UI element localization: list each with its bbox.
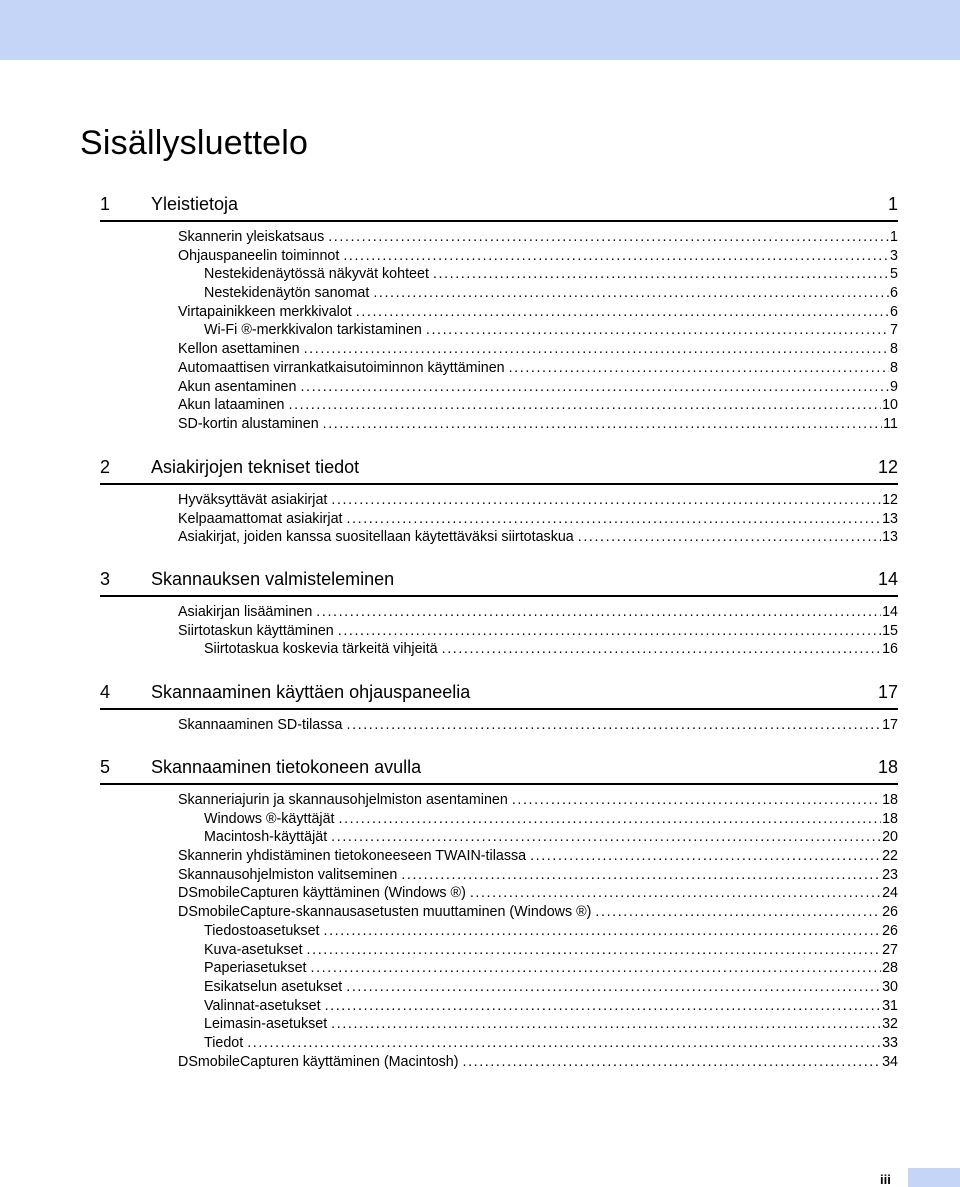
- chapter-title: Yleistietoja: [151, 194, 239, 214]
- dot-leader: [300, 378, 889, 397]
- chapter-rule: [100, 708, 898, 710]
- entry-title: Akun lataaminen: [178, 397, 285, 414]
- entry-list: [0, 791, 960, 1071]
- toc-entry[interactable]: [178, 247, 898, 266]
- entry-title: Hyväksyttävät asiakirjat: [178, 492, 328, 508]
- entry-title: Akun asentaminen: [178, 378, 297, 395]
- entry-page: 11: [883, 415, 898, 432]
- entry-title: Windows ®-käyttäjät: [204, 810, 335, 827]
- toc-entry[interactable]: [204, 1015, 898, 1034]
- entry-list: [0, 603, 960, 659]
- entry-page: 6: [890, 285, 898, 302]
- toc-entry[interactable]: [178, 884, 898, 903]
- entry-page: 26: [882, 922, 898, 939]
- chapter-title: Asiakirjojen tekniset tiedot: [151, 457, 360, 477]
- entry-page: 31: [882, 997, 898, 1014]
- chapter-heading[interactable]: [0, 678, 960, 712]
- toc-entry[interactable]: [204, 922, 898, 941]
- toc-entry[interactable]: [178, 603, 898, 622]
- toc-entry[interactable]: [178, 866, 898, 885]
- entry-title: DSmobileCapture-skannausasetusten muuttaminen (Windows ®): [178, 904, 592, 921]
- entry-page: 18: [882, 792, 898, 808]
- entry-title: Leimasin-asetukset: [204, 1016, 328, 1033]
- entry-page: 12: [882, 492, 898, 508]
- header-band: [0, 0, 960, 60]
- entry-title: Nestekidenäytön sanomat: [204, 285, 370, 302]
- chapter-title: Skannauksen valmisteleminen: [151, 569, 395, 589]
- entry-title: DSmobileCapturen käyttäminen (Macintosh): [178, 1053, 459, 1070]
- page-number-band: [908, 1168, 960, 1187]
- dot-leader: [343, 247, 889, 266]
- toc-entry[interactable]: [178, 340, 898, 359]
- chapter-number: 5: [100, 757, 111, 777]
- chapter-page: 1: [887, 194, 898, 214]
- dot-leader: [509, 359, 889, 378]
- dot-leader: [247, 1034, 881, 1053]
- entry-title: SD-kortin alustaminen: [178, 415, 319, 432]
- entry-page: 23: [882, 866, 898, 883]
- dot-leader: [373, 284, 889, 303]
- dot-leader: [470, 884, 881, 903]
- toc-entry[interactable]: [204, 640, 898, 659]
- chapter-rule: [100, 595, 898, 597]
- toc-entry[interactable]: [178, 228, 898, 247]
- entry-title: Automaattisen virrankatkaisutoiminnon käyttäminen: [178, 359, 505, 376]
- chapter-5: [0, 753, 960, 1071]
- toc-entry[interactable]: [204, 828, 898, 847]
- chapter-number: 2: [100, 457, 111, 477]
- entry-title: Tiedot: [204, 1034, 244, 1051]
- entry-title: Virtapainikkeen merkkivalot: [178, 303, 352, 320]
- dot-leader: [304, 340, 889, 359]
- chapter-heading[interactable]: [0, 753, 960, 787]
- dot-leader: [331, 1015, 881, 1034]
- entry-page: 14: [882, 604, 898, 620]
- dot-leader: [347, 716, 882, 735]
- dot-leader: [356, 303, 889, 322]
- chapter-page: 14: [877, 569, 898, 589]
- toc-entry[interactable]: [204, 1034, 898, 1053]
- chapter-heading[interactable]: [0, 565, 960, 599]
- entry-page: 30: [882, 978, 898, 995]
- entry-title: Skanneriajurin ja skannausohjelmiston asentaminen: [178, 792, 508, 808]
- toc-entry[interactable]: [178, 622, 898, 641]
- entry-title: Asiakirjat, joiden kanssa suositellaan käytettäväksi siirtotaskua: [178, 529, 574, 546]
- dot-leader: [307, 941, 882, 960]
- entry-page: 27: [882, 941, 898, 958]
- entry-page: 3: [890, 247, 898, 264]
- toc-entry[interactable]: [178, 359, 898, 378]
- toc-entry[interactable]: [204, 978, 898, 997]
- toc-entry[interactable]: [204, 997, 898, 1016]
- chapter-rule: [100, 783, 898, 785]
- entry-page: 34: [882, 1053, 898, 1070]
- dot-leader: [578, 528, 881, 547]
- dot-leader: [401, 866, 881, 885]
- toc-entry[interactable]: [178, 847, 898, 866]
- chapter-page: 17: [877, 682, 898, 702]
- entry-title: Kuva-asetukset: [204, 941, 303, 958]
- entry-list: [0, 228, 960, 434]
- entry-page: 1: [890, 229, 898, 245]
- entry-page: 16: [882, 641, 898, 658]
- chapter-number: 3: [100, 569, 111, 589]
- toc-entry[interactable]: [178, 528, 898, 547]
- entry-title: Kellon asettaminen: [178, 341, 300, 358]
- page-number: iii: [880, 1172, 891, 1187]
- toc-entry[interactable]: [204, 810, 898, 829]
- toc-entry[interactable]: [204, 959, 898, 978]
- dot-leader: [289, 396, 882, 415]
- entry-title: Wi-Fi ®-merkkivalon tarkistaminen: [204, 322, 422, 339]
- dot-leader: [323, 415, 883, 434]
- entry-page: 28: [882, 960, 898, 977]
- toc-entry[interactable]: [178, 491, 898, 510]
- entry-page: 6: [890, 303, 898, 320]
- dot-leader: [595, 903, 881, 922]
- page-title: Sisällysluettelo: [80, 124, 309, 162]
- entry-page: 8: [890, 359, 898, 376]
- dot-leader: [316, 603, 881, 622]
- toc-entry[interactable]: [178, 303, 898, 322]
- dot-leader: [426, 321, 889, 340]
- toc-entry[interactable]: [204, 321, 898, 340]
- chapter-2: [0, 453, 960, 547]
- entry-page: 5: [890, 266, 898, 283]
- entry-page: 13: [882, 529, 898, 546]
- dot-leader: [311, 959, 882, 978]
- entry-title: Nestekidenäytössä näkyvät kohteet: [204, 266, 429, 283]
- entry-title: Ohjauspaneelin toiminnot: [178, 247, 340, 264]
- entry-page: 9: [890, 378, 898, 395]
- chapter-1: [0, 190, 960, 434]
- entry-page: 8: [890, 341, 898, 358]
- entry-page: 24: [882, 885, 898, 902]
- toc-entry[interactable]: [178, 791, 898, 810]
- dot-leader: [338, 622, 881, 641]
- dot-leader: [324, 922, 882, 941]
- toc-entry[interactable]: [178, 716, 898, 735]
- toc-entry[interactable]: [204, 265, 898, 284]
- entry-page: 33: [882, 1034, 898, 1051]
- dot-leader: [442, 640, 881, 659]
- entry-page: 10: [882, 397, 898, 414]
- chapter-title: Skannaaminen tietokoneen avulla: [151, 757, 422, 777]
- chapter-heading[interactable]: [0, 190, 960, 224]
- dot-leader: [530, 847, 881, 866]
- entry-page: 13: [882, 510, 898, 527]
- entry-page: 26: [882, 904, 898, 921]
- entry-list: [0, 491, 960, 547]
- chapter-title: Skannaaminen käyttäen ohjauspaneelia: [151, 682, 471, 702]
- entry-title: Skannausohjelmiston valitseminen: [178, 866, 398, 883]
- chapter-heading[interactable]: [0, 453, 960, 487]
- chapter-rule: [100, 483, 898, 485]
- dot-leader: [331, 491, 881, 510]
- dot-leader: [331, 828, 881, 847]
- dot-leader: [325, 997, 882, 1016]
- entry-list: [0, 716, 960, 735]
- chapter-3: [0, 565, 960, 659]
- entry-title: Siirtotaskun käyttäminen: [178, 622, 334, 639]
- entry-title: Esikatselun asetukset: [204, 978, 343, 995]
- entry-title: Skannaaminen SD-tilassa: [178, 717, 343, 733]
- toc-entry[interactable]: [204, 941, 898, 960]
- toc-entry[interactable]: [178, 1053, 898, 1072]
- dot-leader: [339, 810, 882, 829]
- chapter-page: 18: [877, 757, 898, 777]
- dot-leader: [347, 510, 882, 529]
- chapter-number: 1: [100, 194, 111, 214]
- entry-page: 7: [890, 322, 898, 339]
- toc-entry[interactable]: [178, 903, 898, 922]
- chapter-4: [0, 678, 960, 735]
- entry-title: DSmobileCapturen käyttäminen (Windows ®): [178, 885, 466, 902]
- entry-title: Macintosh-käyttäjät: [204, 829, 328, 846]
- entry-title: Paperiasetukset: [204, 960, 307, 977]
- entry-title: Tiedostoasetukset: [204, 922, 320, 939]
- entry-title: Kelpaamattomat asiakirjat: [178, 510, 343, 527]
- toc-entry[interactable]: [178, 396, 898, 415]
- entry-page: 32: [882, 1016, 898, 1033]
- entry-page: 17: [882, 717, 898, 733]
- chapter-page: 12: [877, 457, 898, 477]
- entry-page: 22: [882, 848, 898, 865]
- dot-leader: [512, 791, 881, 810]
- chapter-number: 4: [100, 682, 111, 702]
- entry-title: Asiakirjan lisääminen: [178, 604, 313, 620]
- entry-title: Siirtotaskua koskevia tärkeitä vihjeitä: [204, 641, 438, 658]
- toc-entry[interactable]: [178, 378, 898, 397]
- entry-page: 15: [882, 622, 898, 639]
- entry-page: 18: [882, 810, 898, 827]
- toc-entry[interactable]: [204, 284, 898, 303]
- entry-page: 20: [882, 829, 898, 846]
- toc-entry[interactable]: [178, 510, 898, 529]
- entry-title: Valinnat-asetukset: [204, 997, 321, 1014]
- dot-leader: [328, 228, 889, 247]
- chapter-rule: [100, 220, 898, 222]
- dot-leader: [433, 265, 889, 284]
- dot-leader: [463, 1053, 882, 1072]
- dot-leader: [346, 978, 881, 997]
- toc-entry[interactable]: [178, 415, 898, 434]
- entry-title: Skannerin yleiskatsaus: [178, 229, 325, 245]
- entry-title: Skannerin yhdistäminen tietokoneeseen TWAIN-tilassa: [178, 848, 527, 865]
